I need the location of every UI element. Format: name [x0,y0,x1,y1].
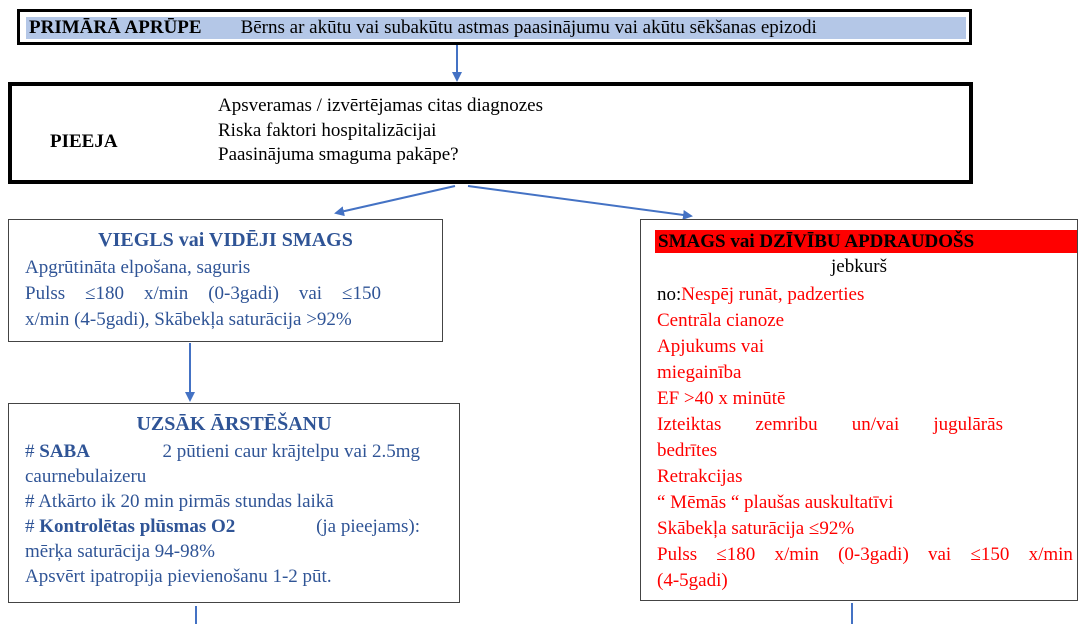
severe-body [657,282,1073,594]
severe-title: SMAGS vai DZĪVĪBU APDRAUDOŠS [655,230,1077,253]
severe-word: jugulārās [933,414,1003,435]
treatment-line: caurnebulaizeru [25,466,147,487]
mild-word: Pulss [25,283,66,304]
treatment-line: Apsvērt ipatropija pievienošanu 1-2 pūt. [25,566,332,587]
mild-line: x/min (4-5gadi), Skābekļa saturācija >92% [25,309,352,330]
severe-line: “ Mēmās “ plaušas auskultatīvi [657,492,894,513]
primary-care-box [17,9,972,45]
severe-word: Izteiktas [657,414,722,435]
severe-word: vai [928,544,952,565]
hash-mark: # [25,516,35,537]
severe-any: jebkurš [831,256,887,277]
approach-lines [218,94,543,168]
approach-line: Riska faktori hospitalizācijai [218,119,437,141]
approach-line: Apsveramas / izvērtējamas citas diagnozes [218,95,543,116]
severe-line: EF >40 x minūtē [657,388,786,409]
severe-line: Retrakcijas [657,466,743,487]
mild-moderate-body [25,255,381,333]
treatment-title: UZSĀK ĀRSTĒŠANU [136,413,332,435]
approach-box [8,82,973,184]
severe-prefix: no: [657,284,682,305]
severe-line [657,412,1003,438]
severe-line: (4-5gadi) [657,570,728,591]
mild-word: (0-3gadi) [208,283,279,304]
severe-word: zemribu [755,414,818,435]
saba-term: SABA [39,441,90,462]
primary-care-band [26,17,966,39]
treatment-line [25,514,420,539]
treatment-line: # Atkārto ik 20 min pirmās stundas laikā [25,491,334,512]
severe-word: ≤150 [970,544,1010,565]
primary-care-label: PRIMĀRĀ APRŪPE [29,17,202,38]
treatment-line [25,439,420,464]
treatment-line: mērķa saturācija 94-98% [25,541,215,562]
oxygen-term: Kontrolētas plūsmas O2 [39,516,236,537]
mild-line: Apgrūtināta elpošana, saguris [25,257,251,278]
approach-line: Paasinājuma smaguma pakāpe? [218,144,459,165]
approach-label: PIEEJA [50,131,118,152]
mild-word: ≤180 [85,283,125,304]
treatment-box [8,403,460,603]
severe-word: Pulss [657,544,698,565]
severe-line: Centrāla cianoze [657,310,785,331]
mild-moderate-box [8,219,443,342]
mild-word: x/min [143,283,189,304]
severe-word: (0-3gadi) [838,544,909,565]
mild-line [25,281,381,307]
severe-line [657,542,1073,568]
severe-line: bedrītes [657,440,718,461]
treatment-text: (ja pieejams): [316,516,420,537]
mild-word: ≤150 [342,283,381,304]
mild-word: vai [298,283,323,304]
severe-line: Apjukums vai [657,336,765,357]
severe-line: Skābekļa saturācija ≤92% [657,518,855,539]
severe-word: x/min [1028,544,1073,565]
treatment-body [25,439,420,589]
severe-word: un/vai [851,414,900,435]
severe-text: Nespēj runāt, padzerties [681,284,865,305]
mild-moderate-title: VIEGLS vai VIDĒJI SMAGS [98,229,353,251]
severe-word: x/min [774,544,819,565]
severe-line: miegainība [657,362,742,383]
primary-care-text: Bērns ar akūtu vai subakūtu astmas paasinājumu vai akūtu sēkšanas epizodi [240,17,817,38]
treatment-text: 2 pūtieni caur krājtelpu vai 2.5mg [162,441,420,462]
arrow-approach-to-severe [468,186,691,216]
severe-line [657,282,1073,308]
hash-mark: # [25,441,35,462]
arrow-approach-to-mild [336,186,455,213]
severe-box [640,219,1078,601]
severe-word: ≤180 [716,544,756,565]
